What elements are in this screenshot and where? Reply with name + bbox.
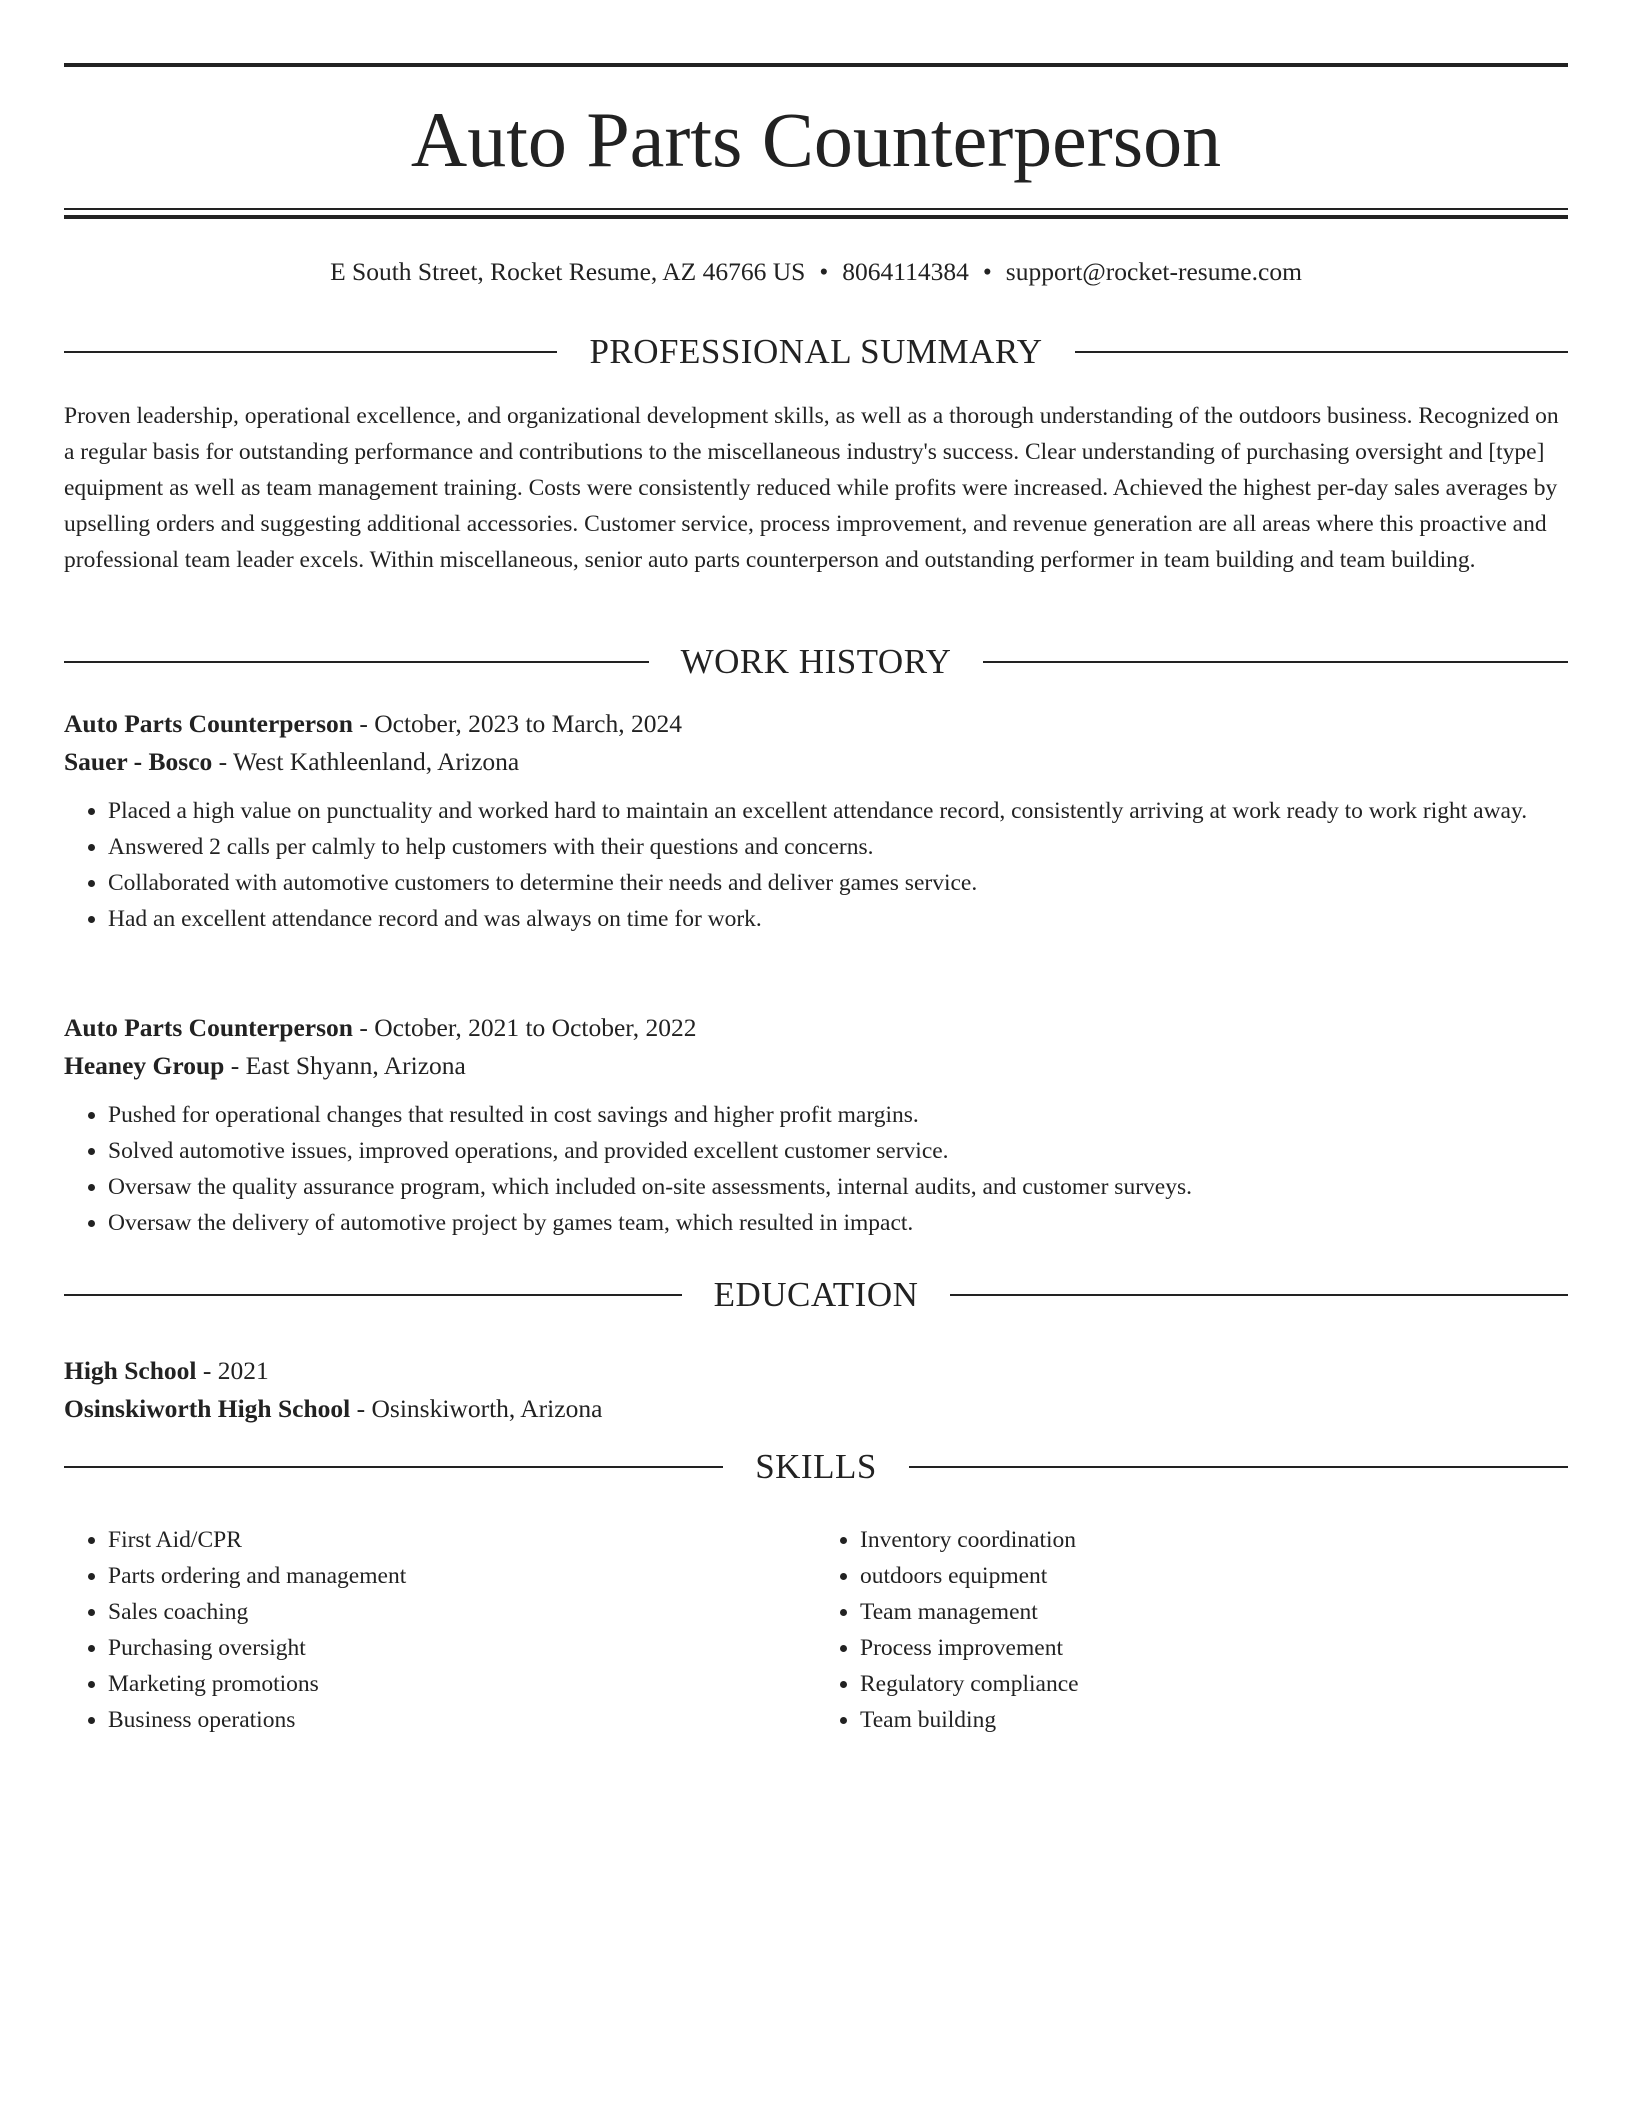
school-location: - Osinskiworth, Arizona	[350, 1394, 603, 1423]
summary-text: Proven leadership, operational excellence, and organizational development skills, as well as a thorough understanding of the outdoors business. Recognized on a regular basis for outstanding performance and contributions to the miscellaneous industry's success. Clear understanding of purchasing oversight and [type] equipment as well as team management training. Costs were consistently reduced while profits were increased. Achieved the highest per-day sales averages by upselling orders and suggesting additional accessories. Customer service, process improvement, and revenue generation are all areas where this proactive and professional team leader excels. Within miscellaneous, senior auto parts counterperson and outstanding performer in team building and team building.	[64, 403, 1559, 573]
skill-item: • Sales coaching	[108, 1594, 816, 1630]
school-line	[64, 1390, 1568, 1428]
list-item: • Had an excellent attendance record and was always on time for work.	[108, 901, 1568, 937]
top-rule	[64, 63, 1568, 67]
degree-line	[64, 1352, 1568, 1390]
heading-rule	[909, 1466, 1568, 1468]
job-bullets	[64, 793, 1568, 937]
contact-line	[64, 252, 1568, 292]
list-item: • Solved automotive issues, improved operations, and provided excellent customer service.	[108, 1133, 1568, 1169]
job-employer-line	[64, 743, 1568, 781]
heading-rule	[64, 661, 649, 663]
job-title-line	[64, 705, 1568, 743]
skill-item: • Process improvement	[860, 1630, 1568, 1666]
job-entry	[64, 705, 1568, 937]
school-name: Osinskiworth High School	[64, 1394, 351, 1423]
employer: Sauer - Bosco	[64, 747, 213, 776]
list-item: • Oversaw the delivery of automotive project by games team, which resulted in impact.	[108, 1205, 1568, 1241]
job-dates: - October, 2023 to March, 2024	[352, 709, 682, 738]
heading-rule	[64, 1294, 682, 1296]
list-item: • Answered 2 calls per calmly to help customers with their questions and concerns.	[108, 829, 1568, 865]
skills-column-left	[64, 1522, 816, 1738]
heading-rule	[983, 661, 1568, 663]
job-employer-line	[64, 1047, 1568, 1085]
heading-rule	[64, 351, 557, 353]
graduation-year: - 2021	[196, 1356, 269, 1385]
skill-item: • outdoors equipment	[860, 1558, 1568, 1594]
list-item: • Collaborated with automotive customers to determine their needs and deliver games service.	[108, 865, 1568, 901]
list-item: • Placed a high value on punctuality and worked hard to maintain an excellent attendance record, consistently arriving at work ready to work right away.	[108, 793, 1568, 829]
job-entry	[64, 1009, 1568, 1241]
section-title: PROFESSIONAL SUMMARY	[589, 332, 1043, 371]
skills-list	[64, 1522, 1568, 1738]
degree: High School	[64, 1356, 197, 1385]
list-item: • Pushed for operational changes that resulted in cost savings and higher profit margins.	[108, 1097, 1568, 1133]
resume-title: Auto Parts Counterperson	[410, 96, 1222, 183]
section-heading-work	[64, 640, 1568, 684]
address: E South Street, Rocket Resume, AZ 46766 US	[330, 257, 806, 286]
email: support@rocket-resume.com	[1005, 257, 1302, 286]
contact-separator: •	[982, 257, 992, 286]
job-dates: - October, 2021 to October, 2022	[352, 1013, 697, 1042]
section-heading-summary	[64, 330, 1568, 374]
skill-item: • Inventory coordination	[860, 1522, 1568, 1558]
job-bullets	[64, 1097, 1568, 1241]
job-location: - West Kathleenland, Arizona	[212, 747, 520, 776]
heading-rule	[64, 1466, 723, 1468]
title-rule-thick	[64, 215, 1568, 219]
section-heading-skills	[64, 1445, 1568, 1489]
title-rule-thin	[64, 208, 1568, 210]
list-item: • Oversaw the quality assurance program, which included on-site assessments, internal audits, and customer surveys.	[108, 1169, 1568, 1205]
skill-item: • Business operations	[108, 1702, 816, 1738]
employer: Heaney Group	[64, 1051, 225, 1080]
education-entry	[64, 1352, 1568, 1428]
skill-item: • Purchasing oversight	[108, 1630, 816, 1666]
skill-item: • Parts ordering and management	[108, 1558, 816, 1594]
job-title-line	[64, 1009, 1568, 1047]
section-heading-education	[64, 1273, 1568, 1317]
skill-item: • Team building	[860, 1702, 1568, 1738]
skill-item: • Marketing promotions	[108, 1666, 816, 1702]
section-title: SKILLS	[755, 1447, 877, 1486]
job-title: Auto Parts Counterperson	[64, 1013, 353, 1042]
job-location: - East Shyann, Arizona	[224, 1051, 466, 1080]
skill-item: • Regulatory compliance	[860, 1666, 1568, 1702]
job-title: Auto Parts Counterperson	[64, 709, 353, 738]
section-title: WORK HISTORY	[680, 642, 952, 681]
section-title: EDUCATION	[713, 1275, 919, 1314]
heading-rule	[1075, 351, 1568, 353]
contact-separator: •	[819, 257, 829, 286]
skills-column-right	[816, 1522, 1568, 1738]
phone: 8064114384	[842, 257, 969, 286]
skill-item: • Team management	[860, 1594, 1568, 1630]
skill-item: • First Aid/CPR	[108, 1522, 816, 1558]
heading-rule	[950, 1294, 1568, 1296]
